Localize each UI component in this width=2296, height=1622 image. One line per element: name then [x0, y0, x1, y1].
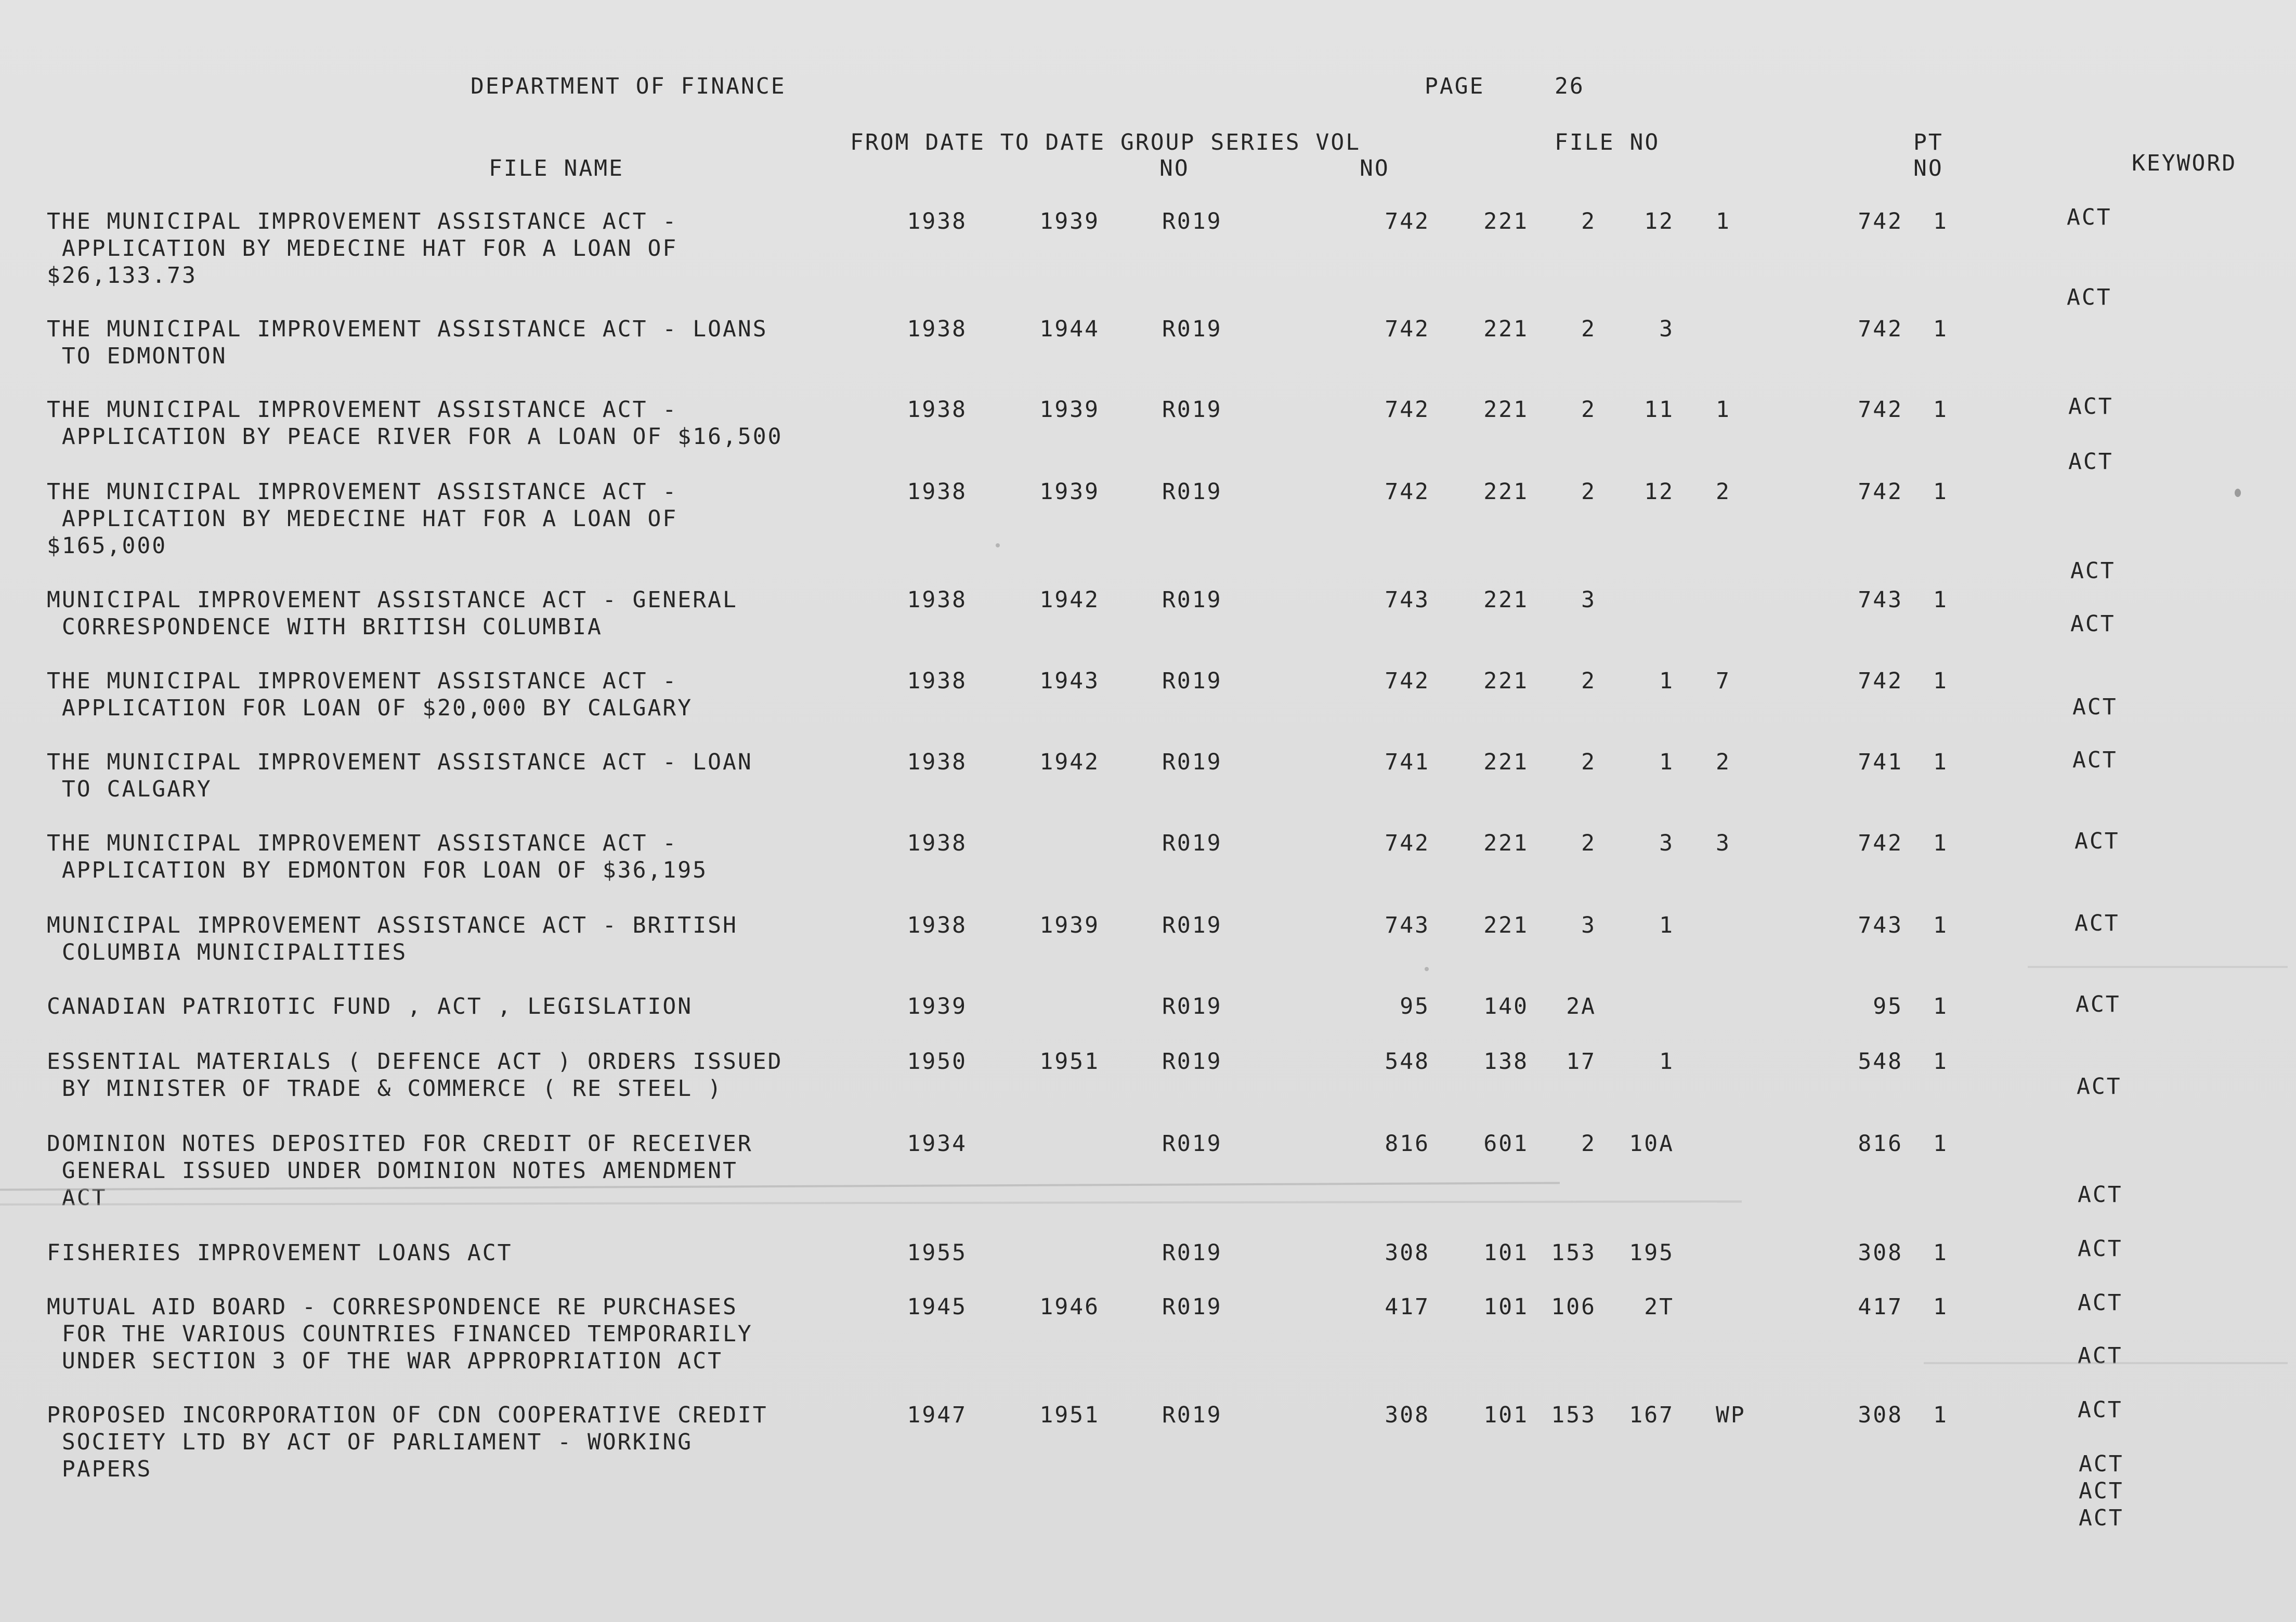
cell-from: 1938	[907, 208, 967, 234]
cell-group: R019	[1162, 1131, 1222, 1157]
cell-vol: 742	[1385, 668, 1430, 694]
keyword-entry: ACT	[2072, 747, 2118, 773]
file-name-line: CORRESPONDENCE WITH BRITISH COLUMBIA	[47, 614, 603, 640]
file-name-line: TO EDMONTON	[47, 343, 227, 369]
cell-f1: 221	[1483, 397, 1529, 423]
file-name-line: THE MUNICIPAL IMPROVEMENT ASSISTANCE ACT -	[47, 479, 678, 505]
cell-vol: 742	[1385, 397, 1430, 423]
cell-f1: 221	[1483, 668, 1529, 694]
file-name-line: BY MINISTER OF TRADE & COMMERCE ( RE STEEL )	[47, 1076, 723, 1102]
column-header-top-line: FROM DATE TO DATE GROUP SERIES VOL	[850, 129, 1361, 155]
cell-from: 1950	[907, 1049, 967, 1075]
cell-vol: 548	[1385, 1049, 1430, 1075]
file-name-line: COLUMBIA MUNICIPALITIES	[47, 939, 408, 965]
cell-vol: 816	[1385, 1131, 1430, 1157]
cell-group: R019	[1162, 316, 1222, 342]
keyword-entry: ACT	[2078, 1397, 2123, 1423]
cell-group: R019	[1162, 912, 1222, 938]
cell-f1: 140	[1483, 993, 1529, 1019]
file-name-line: THE MUNICIPAL IMPROVEMENT ASSISTANCE ACT -	[47, 668, 678, 694]
cell-f4: 3	[1716, 830, 1731, 856]
cell-f3: 3	[1659, 830, 1674, 856]
column-header-pt-no: NO	[1913, 155, 1943, 181]
cell-pt: 1	[1933, 668, 1948, 694]
cell-f3: 3	[1659, 316, 1674, 342]
keyword-entry: ACT	[2077, 1074, 2122, 1100]
cell-to: 1942	[1039, 749, 1100, 775]
cell-pt: 1	[1933, 397, 1948, 423]
cell-from: 1939	[907, 993, 967, 1019]
cell-f1: 221	[1483, 912, 1529, 938]
scan-speck	[1425, 967, 1429, 971]
file-name-line: APPLICATION BY MEDECINE HAT FOR A LOAN OF	[47, 506, 678, 532]
cell-f1: 101	[1483, 1294, 1529, 1320]
cell-vol: 95	[1400, 993, 1430, 1019]
cell-pt: 1	[1933, 1131, 1948, 1157]
cell-from: 1938	[907, 749, 967, 775]
cell-from: 1934	[907, 1131, 967, 1157]
cell-f1: 601	[1483, 1131, 1529, 1157]
cell-f2: 2	[1581, 749, 1596, 775]
keyword-entry: ACT	[2078, 1182, 2123, 1208]
cell-to: 1951	[1039, 1402, 1100, 1428]
cell-f3: 195	[1629, 1240, 1674, 1266]
cell-pt: 1	[1933, 1049, 1948, 1075]
cell-group: R019	[1162, 587, 1222, 613]
cell-box: 742	[1858, 479, 1903, 505]
keyword-entry: ACT	[2068, 449, 2114, 475]
keyword-entry: ACT	[2075, 910, 2120, 936]
cell-to: 1951	[1039, 1049, 1100, 1075]
cell-f3: 11	[1644, 397, 1674, 423]
file-name-line: APPLICATION FOR LOAN OF $20,000 BY CALGARY	[47, 695, 693, 721]
cell-box: 742	[1858, 397, 1903, 423]
cell-pt: 1	[1933, 479, 1948, 505]
file-name-line: CANADIAN PATRIOTIC FUND , ACT , LEGISLATION	[47, 993, 693, 1019]
column-header-file-name: FILE NAME	[489, 155, 624, 181]
cell-pt: 1	[1933, 749, 1948, 775]
cell-box: 308	[1858, 1240, 1903, 1266]
cell-f1: 221	[1483, 587, 1529, 613]
department-title: DEPARTMENT OF FINANCE	[471, 73, 786, 99]
cell-from: 1938	[907, 587, 967, 613]
cell-f2: 2	[1581, 830, 1596, 856]
cell-to: 1939	[1039, 912, 1100, 938]
file-name-line: TO CALGARY	[47, 776, 212, 802]
column-header-vol-no: NO	[1360, 155, 1390, 181]
cell-vol: 741	[1385, 749, 1430, 775]
cell-group: R019	[1162, 1240, 1222, 1266]
cell-from: 1938	[907, 830, 967, 856]
scan-speck	[2235, 489, 2241, 497]
file-name-line: APPLICATION BY EDMONTON FOR LOAN OF $36,195	[47, 857, 708, 883]
cell-vol: 308	[1385, 1240, 1430, 1266]
cell-box: 743	[1858, 912, 1903, 938]
cell-group: R019	[1162, 397, 1222, 423]
file-name-line: GENERAL ISSUED UNDER DOMINION NOTES AMENDMENT	[47, 1158, 738, 1184]
file-name-line: MUTUAL AID BOARD - CORRESPONDENCE RE PURCHASES	[47, 1294, 738, 1320]
cell-f4: WP	[1716, 1402, 1746, 1428]
keyword-entry: ACT	[2078, 1343, 2123, 1369]
cell-box: 417	[1858, 1294, 1903, 1320]
scan-speck	[996, 543, 1000, 547]
file-name-line: ACT	[47, 1185, 107, 1211]
file-name-line: MUNICIPAL IMPROVEMENT ASSISTANCE ACT - BRITISH	[47, 912, 738, 938]
cell-f1: 221	[1483, 830, 1529, 856]
cell-to: 1939	[1039, 397, 1100, 423]
cell-vol: 742	[1385, 479, 1430, 505]
cell-vol: 743	[1385, 587, 1430, 613]
cell-f1: 221	[1483, 749, 1529, 775]
scan-line	[2028, 966, 2288, 968]
cell-f2: 106	[1551, 1294, 1596, 1320]
file-name-line: ESSENTIAL MATERIALS ( DEFENCE ACT ) ORDERS ISSUED	[47, 1049, 783, 1075]
keyword-entry: ACT	[2076, 991, 2121, 1017]
cell-f1: 101	[1483, 1402, 1529, 1428]
cell-f3: 12	[1644, 208, 1674, 234]
keyword-entry: ACT	[2079, 1505, 2124, 1531]
cell-f4: 1	[1716, 397, 1731, 423]
cell-from: 1947	[907, 1402, 967, 1428]
cell-box: 741	[1858, 749, 1903, 775]
column-header-file-no: FILE NO	[1555, 129, 1660, 155]
file-name-line: DOMINION NOTES DEPOSITED FOR CREDIT OF RECEIVER	[47, 1131, 753, 1157]
cell-f1: 101	[1483, 1240, 1529, 1266]
cell-box: 743	[1858, 587, 1903, 613]
file-name-line: THE MUNICIPAL IMPROVEMENT ASSISTANCE ACT -	[47, 208, 678, 234]
cell-vol: 742	[1385, 830, 1430, 856]
cell-vol: 742	[1385, 208, 1430, 234]
cell-f2: 2	[1581, 479, 1596, 505]
column-header-pt: PT	[1913, 129, 1943, 155]
cell-f2: 2A	[1566, 993, 1596, 1019]
cell-group: R019	[1162, 668, 1222, 694]
cell-f4: 7	[1716, 668, 1731, 694]
cell-f3: 1	[1659, 1049, 1674, 1075]
file-name-line: MUNICIPAL IMPROVEMENT ASSISTANCE ACT - GENERAL	[47, 587, 738, 613]
cell-box: 308	[1858, 1402, 1903, 1428]
keyword-entry: ACT	[2067, 284, 2112, 310]
cell-f3: 1	[1659, 668, 1674, 694]
keyword-entry: ACT	[2070, 611, 2116, 637]
cell-f2: 153	[1551, 1240, 1596, 1266]
file-name-line: $26,133.73	[47, 263, 197, 289]
cell-f4: 2	[1716, 749, 1731, 775]
cell-f2: 17	[1566, 1049, 1596, 1075]
cell-group: R019	[1162, 479, 1222, 505]
cell-group: R019	[1162, 1294, 1222, 1320]
cell-f3: 167	[1629, 1402, 1674, 1428]
cell-from: 1938	[907, 912, 967, 938]
keyword-entry: ACT	[2078, 1290, 2123, 1316]
cell-group: R019	[1162, 208, 1222, 234]
cell-vol: 308	[1385, 1402, 1430, 1428]
column-header-group-no: NO	[1159, 155, 1190, 181]
cell-from: 1938	[907, 668, 967, 694]
cell-box: 742	[1858, 208, 1903, 234]
cell-f3: 2T	[1644, 1294, 1674, 1320]
cell-to: 1943	[1039, 668, 1100, 694]
cell-f2: 2	[1581, 208, 1596, 234]
file-name-line: $165,000	[47, 533, 167, 559]
cell-f2: 2	[1581, 668, 1596, 694]
file-name-line: THE MUNICIPAL IMPROVEMENT ASSISTANCE ACT - LOAN	[47, 749, 753, 775]
cell-from: 1938	[907, 316, 967, 342]
file-name-line: SOCIETY LTD BY ACT OF PARLIAMENT - WORKING	[47, 1429, 693, 1455]
file-name-line: PAPERS	[47, 1456, 152, 1482]
cell-box: 742	[1858, 316, 1903, 342]
cell-box: 95	[1873, 993, 1903, 1019]
scan-line	[0, 1200, 1742, 1206]
cell-f2: 2	[1581, 1131, 1596, 1157]
cell-group: R019	[1162, 830, 1222, 856]
cell-pt: 1	[1933, 1294, 1948, 1320]
cell-pt: 1	[1933, 912, 1948, 938]
file-name-line: PROPOSED INCORPORATION OF CDN COOPERATIVE CREDIT	[47, 1402, 768, 1428]
cell-f3: 1	[1659, 749, 1674, 775]
cell-pt: 1	[1933, 830, 1948, 856]
cell-f1: 221	[1483, 208, 1529, 234]
cell-pt: 1	[1933, 208, 1948, 234]
keyword-entry: ACT	[2072, 694, 2118, 720]
keyword-entry: ACT	[2068, 394, 2114, 420]
cell-f1: 138	[1483, 1049, 1529, 1075]
cell-group: R019	[1162, 993, 1222, 1019]
cell-from: 1955	[907, 1240, 967, 1266]
cell-f2: 3	[1581, 912, 1596, 938]
cell-f2: 2	[1581, 397, 1596, 423]
cell-group: R019	[1162, 1402, 1222, 1428]
cell-pt: 1	[1933, 316, 1948, 342]
file-name-line: FOR THE VARIOUS COUNTRIES FINANCED TEMPORARILY	[47, 1321, 753, 1347]
cell-to: 1939	[1039, 479, 1100, 505]
cell-pt: 1	[1933, 1240, 1948, 1266]
cell-from: 1938	[907, 397, 967, 423]
file-name-line: APPLICATION BY PEACE RIVER FOR A LOAN OF $16,500	[47, 424, 783, 450]
cell-from: 1938	[907, 479, 967, 505]
cell-f2: 3	[1581, 587, 1596, 613]
cell-to: 1939	[1039, 208, 1100, 234]
cell-to: 1946	[1039, 1294, 1100, 1320]
cell-pt: 1	[1933, 1402, 1948, 1428]
cell-f4: 1	[1716, 208, 1731, 234]
file-name-line: THE MUNICIPAL IMPROVEMENT ASSISTANCE ACT -	[47, 830, 678, 856]
cell-f2: 153	[1551, 1402, 1596, 1428]
keyword-entry: ACT	[2075, 828, 2120, 854]
file-name-line: APPLICATION BY MEDECINE HAT FOR A LOAN OF	[47, 236, 678, 261]
file-name-line: THE MUNICIPAL IMPROVEMENT ASSISTANCE ACT - LOANS	[47, 316, 768, 342]
cell-from: 1945	[907, 1294, 967, 1320]
scan-line	[1924, 1362, 2288, 1364]
keyword-entry: ACT	[2067, 204, 2112, 230]
column-header-keyword: KEYWORD	[2132, 150, 2237, 176]
keyword-entry: ACT	[2079, 1478, 2124, 1504]
cell-f3: 12	[1644, 479, 1674, 505]
cell-f3: 10A	[1629, 1131, 1674, 1157]
page-label: PAGE	[1425, 73, 1485, 99]
cell-f1: 221	[1483, 316, 1529, 342]
cell-f3: 1	[1659, 912, 1674, 938]
cell-box: 742	[1858, 668, 1903, 694]
keyword-entry: ACT	[2078, 1236, 2123, 1262]
cell-vol: 742	[1385, 316, 1430, 342]
cell-box: 742	[1858, 830, 1903, 856]
cell-box: 548	[1858, 1049, 1903, 1075]
cell-box: 816	[1858, 1131, 1903, 1157]
page-number: 26	[1555, 73, 1585, 99]
file-name-line: THE MUNICIPAL IMPROVEMENT ASSISTANCE ACT -	[47, 397, 678, 423]
keyword-entry: ACT	[2070, 558, 2116, 584]
cell-pt: 1	[1933, 993, 1948, 1019]
file-name-line: FISHERIES IMPROVEMENT LOANS ACT	[47, 1240, 513, 1266]
cell-group: R019	[1162, 749, 1222, 775]
cell-vol: 417	[1385, 1294, 1430, 1320]
cell-pt: 1	[1933, 587, 1948, 613]
cell-vol: 743	[1385, 912, 1430, 938]
cell-f1: 221	[1483, 479, 1529, 505]
cell-to: 1944	[1039, 316, 1100, 342]
cell-group: R019	[1162, 1049, 1222, 1075]
file-name-line: UNDER SECTION 3 OF THE WAR APPROPRIATION ACT	[47, 1348, 723, 1374]
keyword-entry: ACT	[2079, 1451, 2124, 1477]
cell-to: 1942	[1039, 587, 1100, 613]
cell-f4: 2	[1716, 479, 1731, 505]
cell-f2: 2	[1581, 316, 1596, 342]
